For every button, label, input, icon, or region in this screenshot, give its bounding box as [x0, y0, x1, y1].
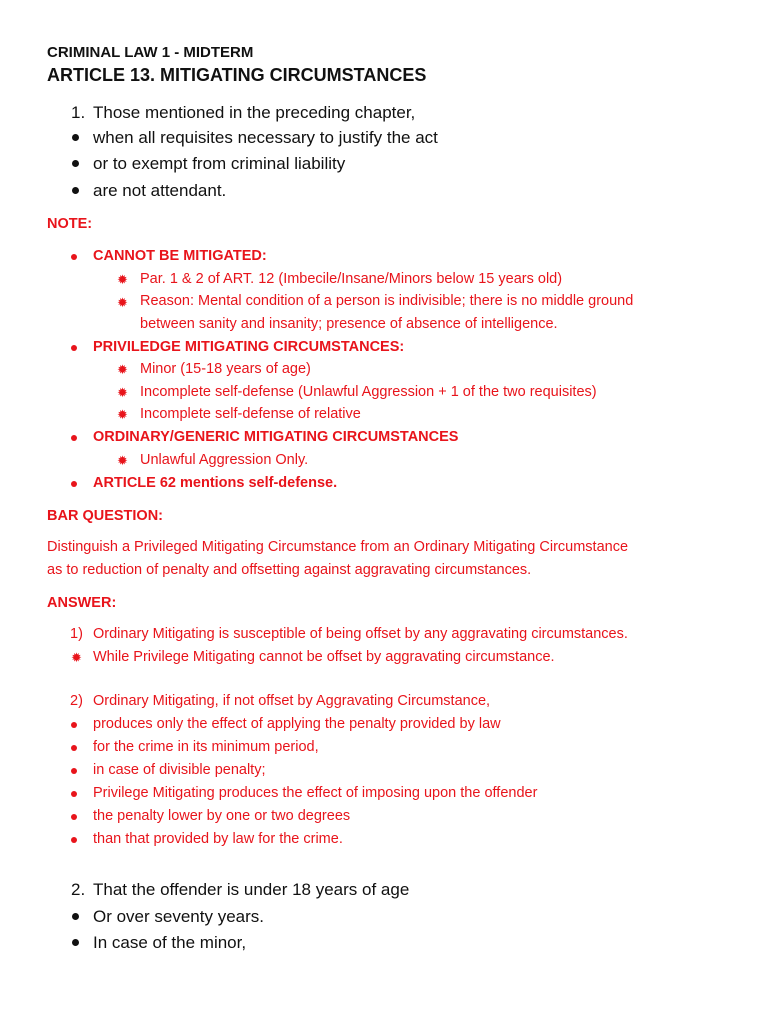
round-bullet-icon — [71, 814, 77, 820]
answer2-bullet: the penalty lower by one or two degrees — [93, 808, 351, 824]
item2-bullet: In case of the minor, — [93, 933, 247, 952]
answer2-text: Ordinary Mitigating, if not offset by Aggravating Circumstance, — [93, 693, 491, 709]
answer2-bullet: than that provided by law for the crime. — [93, 831, 343, 847]
starburst-bullet-icon: ✹ — [117, 453, 128, 468]
item1-number: 1. — [71, 103, 86, 122]
answer1-number: 1) — [70, 626, 83, 642]
answer-label: ANSWER: — [47, 595, 117, 611]
starburst-bullet-icon: ✹ — [117, 385, 128, 400]
round-bullet-icon — [71, 791, 77, 797]
bar-question-line: Distinguish a Privileged Mitigating Circumstance from an Ordinary Mitigating Circumstance — [47, 539, 629, 555]
item2-lead: That the offender is under 18 years of age — [93, 880, 410, 899]
item2-number: 2. — [71, 880, 86, 899]
round-bullet-icon — [71, 345, 77, 351]
round-bullet-icon — [71, 837, 77, 843]
starburst-bullet-icon: ✹ — [117, 362, 128, 377]
privileged-item: Incomplete self-defense (Unlawful Aggression + 1 of the two requisites) — [140, 384, 597, 400]
item1-bullet: are not attendant. — [93, 181, 227, 200]
article-title: ARTICLE 13. MITIGATING CIRCUMSTANCES — [47, 65, 427, 85]
round-bullet-icon — [72, 134, 79, 141]
course-title: CRIMINAL LAW 1 - MIDTERM — [47, 44, 254, 61]
round-bullet-icon — [71, 435, 77, 441]
round-bullet-icon — [72, 913, 79, 920]
starburst-bullet-icon: ✹ — [117, 272, 128, 287]
round-bullet-icon — [71, 254, 77, 260]
cannot-item: Par. 1 & 2 of ART. 12 (Imbecile/Insane/Minors below 15 years old) — [140, 271, 563, 287]
answer1-sub: While Privilege Mitigating cannot be offset by aggravating circumstance. — [93, 649, 555, 665]
starburst-bullet-icon: ✹ — [117, 407, 128, 422]
answer2-bullet: Privilege Mitigating produces the effect of imposing upon the offender — [93, 785, 538, 801]
answer2-bullet: produces only the effect of applying the penalty provided by law — [93, 716, 501, 732]
privileged-heading: PRIVILEDGE MITIGATING CIRCUMSTANCES: — [93, 339, 405, 355]
starburst-bullet-icon: ✹ — [117, 295, 128, 310]
answer1-text: Ordinary Mitigating is susceptible of being offset by any aggravating circumstances. — [93, 626, 628, 642]
bar-question-label: BAR QUESTION: — [47, 508, 163, 524]
round-bullet-icon — [71, 481, 77, 487]
answer2-number: 2) — [70, 693, 83, 709]
privileged-item: Incomplete self-defense of relative — [140, 406, 361, 422]
round-bullet-icon — [71, 722, 77, 728]
note-label: NOTE: — [47, 216, 93, 232]
item1-bullet: when all requisites necessary to justify the act — [93, 128, 438, 147]
cannot-item: Reason: Mental condition of a person is indivisible; there is no middle ground — [140, 293, 634, 309]
round-bullet-icon — [72, 160, 79, 167]
privileged-item: Minor (15-18 years of age) — [140, 361, 311, 377]
cannot-heading: CANNOT BE MITIGATED: — [93, 248, 267, 264]
round-bullet-icon — [72, 187, 79, 194]
round-bullet-icon — [72, 939, 79, 946]
item1-bullet: or to exempt from criminal liability — [93, 154, 346, 173]
cannot-item-continued: between sanity and insanity; presence of absence of intelligence. — [140, 316, 558, 332]
round-bullet-icon — [71, 768, 77, 774]
ordinary-heading: ORDINARY/GENERIC MITIGATING CIRCUMSTANCES — [93, 429, 459, 445]
item2-bullet: Or over seventy years. — [93, 907, 265, 926]
starburst-bullet-icon: ✹ — [71, 650, 82, 665]
answer2-bullet: for the crime in its minimum period, — [93, 739, 319, 755]
round-bullet-icon — [71, 745, 77, 751]
article62-note: ARTICLE 62 mentions self-defense. — [93, 475, 338, 491]
ordinary-item: Unlawful Aggression Only. — [140, 452, 309, 468]
answer2-bullet: in case of divisible penalty; — [93, 762, 266, 778]
bar-question-line: as to reduction of penalty and offsetting against aggravating circumstances. — [47, 562, 532, 578]
item1-lead: Those mentioned in the preceding chapter, — [93, 103, 416, 122]
